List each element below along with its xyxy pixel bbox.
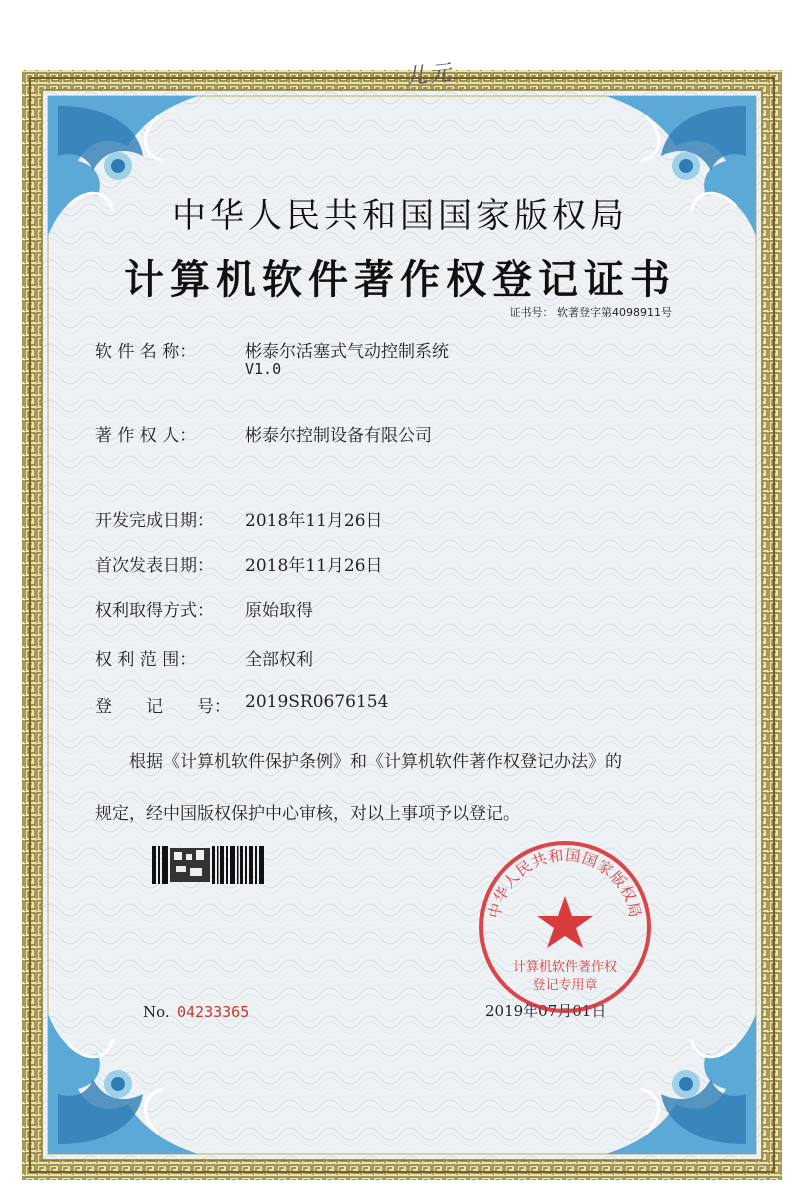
field-label-rights-scope: 权 利 范 围： <box>95 650 197 670</box>
official-seal <box>476 838 654 1016</box>
statement-line-1: 根据《计算机软件保护条例》和《计算机软件著作权登记办法》的 <box>95 752 622 772</box>
statement-line-2: 规定，经中国版权保护中心审核，对以上事项予以登记。 <box>95 804 520 824</box>
seal-star-icon <box>537 896 593 948</box>
issuer-name: 中华人民共和国国家版权局 <box>172 196 628 236</box>
field-value-publication-date: 2018年11月26日 <box>245 556 383 576</box>
field-value-rights-scope: 全部权利 <box>245 650 313 670</box>
seal-inner-line-1: 计算机软件著作权 <box>512 960 618 975</box>
field-label-copyright-owner: 著 作 权 人： <box>95 426 197 446</box>
issue-date: 2019年07月01日 <box>485 1002 607 1020</box>
field-label-completion-date: 开发完成日期： <box>95 511 214 531</box>
certificate-title: 计算机软件著作权登记证书 <box>124 256 676 303</box>
serial-number-value: 04233365 <box>177 1003 250 1021</box>
field-label-publication-date: 首次发表日期： <box>95 556 214 576</box>
barcode <box>152 846 264 884</box>
seal-outer-text: 中华人民共和国国家版权局 <box>485 846 645 921</box>
seal-inner-line-2: 登记专用章 <box>532 978 598 993</box>
field-label-registration-number: 登 记 号： <box>95 697 231 717</box>
handwritten-note: 儿元 <box>404 60 455 91</box>
field-value-software-name: 彬泰尔活塞式气动控制系统 <box>245 342 449 362</box>
field-value-completion-date: 2018年11月26日 <box>245 511 383 531</box>
field-label-software-name: 软 件 名 称： <box>95 342 197 362</box>
field-value-registration-number: 2019SR0676154 <box>245 692 389 712</box>
field-value-software-version: V1.0 <box>245 360 282 378</box>
field-label-acquisition-method: 权利取得方式： <box>95 601 214 621</box>
serial-number-label: No. <box>143 1003 170 1021</box>
field-value-acquisition-method: 原始取得 <box>245 601 313 621</box>
certificate-number: 证书号： 软著登字第4098911号 <box>509 306 672 319</box>
field-value-copyright-owner: 彬泰尔控制设备有限公司 <box>245 426 432 446</box>
